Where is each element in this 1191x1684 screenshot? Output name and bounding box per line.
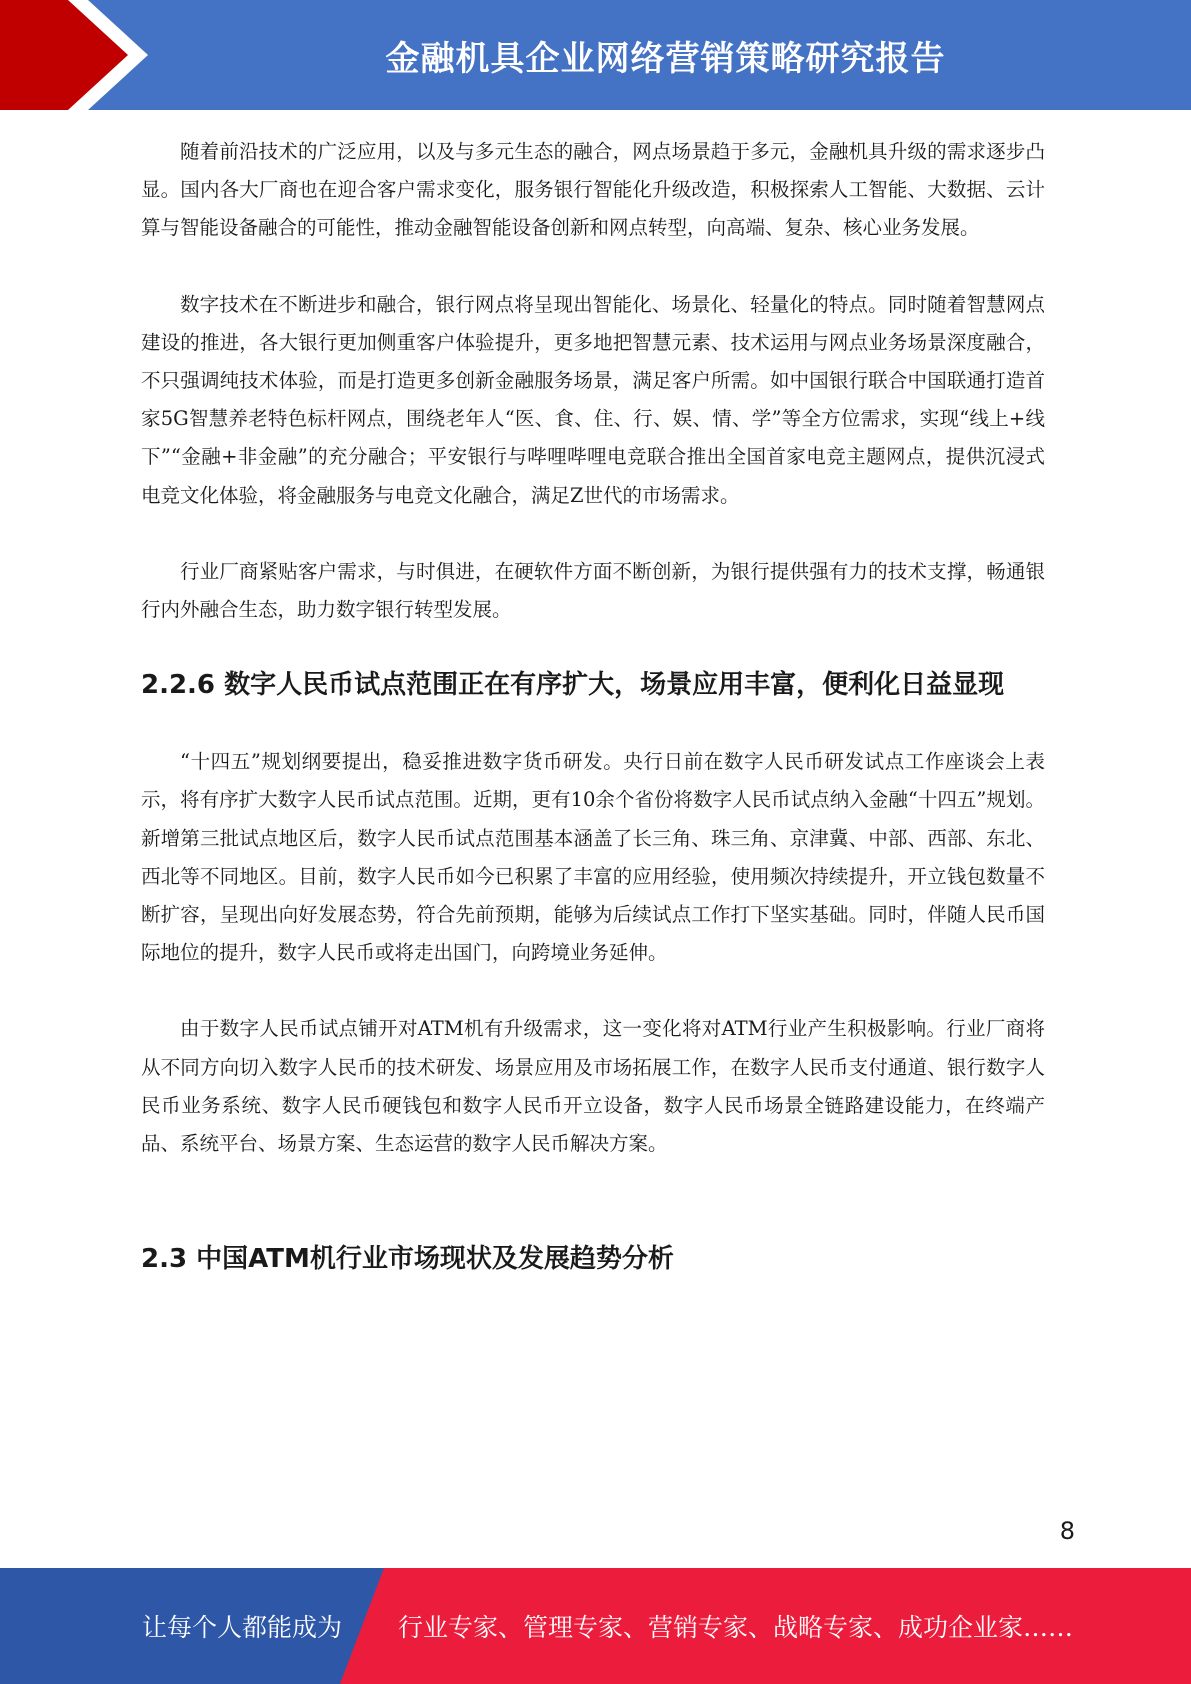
footer-slogan-left: 让每个人都能成为 — [142, 1613, 343, 1642]
section-heading: 2.3 中国ATM机行业市场现状及发展趋势分析 — [141, 1244, 674, 1275]
document-body — [141, 133, 1045, 1279]
section-heading: 2.2.6 数字人民币试点范围正在有序扩大，场景应用丰富，便利化日益显现 — [141, 670, 1005, 701]
paragraph: 行业厂商紧贴客户需求，与时俱进，在硬软件方面不断创新，为银行提供强有力的技术支撑，畅通银行内外融合生态，助力数字银行转型发展。 — [141, 559, 1045, 622]
page-footer — [0, 1568, 1191, 1684]
paragraph: 由于数字人民币试点铺开对ATM机有升级需求，这一变化将对ATM行业产生积极影响。行业厂商将从不同方向切入数字人民币的技术研发、场景应用及市场拓展工作，在数字人民币支付通道、银行数字人民币业务系统、数字人民币硬钱包和数字人民币开立设备，数字人民币场景全链路建设能力，在终端产品、系统平台、场景方案、生态运营的数字人民币解决方案。 — [141, 1017, 1045, 1156]
page-header — [0, 0, 1191, 110]
paragraph: 数字技术在不断进步和融合，银行网点将呈现出智能化、场景化、轻量化的特点。同时随着智慧网点建设的推进，各大银行更加侧重客户体验提升，更多地把智慧元素、技术运用与网点业务场景深度融合，不只强调纯技术体验，而是打造更多创新金融服务场景，满足客户所需。如中国银行联合中国联通打造首家5G智慧养老特色标杆网点，围绕老年人“医、食、住、行、娱、情、学”等全方位需求，实现“线上+线下”“金融+非金融”的充分融合；平安银行与哔哩哔哩电竞联合推出全国首家电竞主题网点，提供沉浸式电竞文化体验，将金融服务与电竞文化融合，满足Z世代的市场需求。 — [141, 292, 1045, 507]
footer-slogan-right: 行业专家、管理专家、营销专家、战略专家、成功企业家…… — [398, 1613, 1074, 1642]
paragraph: 随着前沿技术的广泛应用，以及与多元生态的融合，网点场景趋于多元，金融机具升级的需求逐步凸显。国内各大厂商也在迎合客户需求变化，服务银行智能化升级改造，积极探索人工智能、大数据、云计算与智能设备融合的可能性，推动金融智能设备创新和网点转型，向高端、复杂、核心业务发展。 — [141, 140, 1045, 240]
paragraph: “十四五”规划纲要提出，稳妥推进数字货币研发。央行日前在数字人民币研发试点工作座谈会上表示，将有序扩大数字人民币试点范围。近期，更有10余个省份将数字人民币试点纳入金融“十四五”规划。新增第三批试点地区后，数字人民币试点范围基本涵盖了长三角、珠三角、京津冀、中部、西部、东北、西北等不同地区。目前，数字人民币如今已积累了丰富的应用经验，使用频次持续提升，开立钱包数量不断扩容，呈现出向好发展态势，符合先前预期，能够为后续试点工作打下坚实基础。同时，伴随人民币国际地位的提升，数字人民币或将走出国门，向跨境业务延伸。 — [141, 750, 1045, 965]
report-title: 金融机具企业网络营销策略研究报告 — [385, 38, 946, 79]
header-chevron-decoration — [0, 0, 160, 110]
page-number: 8 — [1059, 1517, 1075, 1545]
